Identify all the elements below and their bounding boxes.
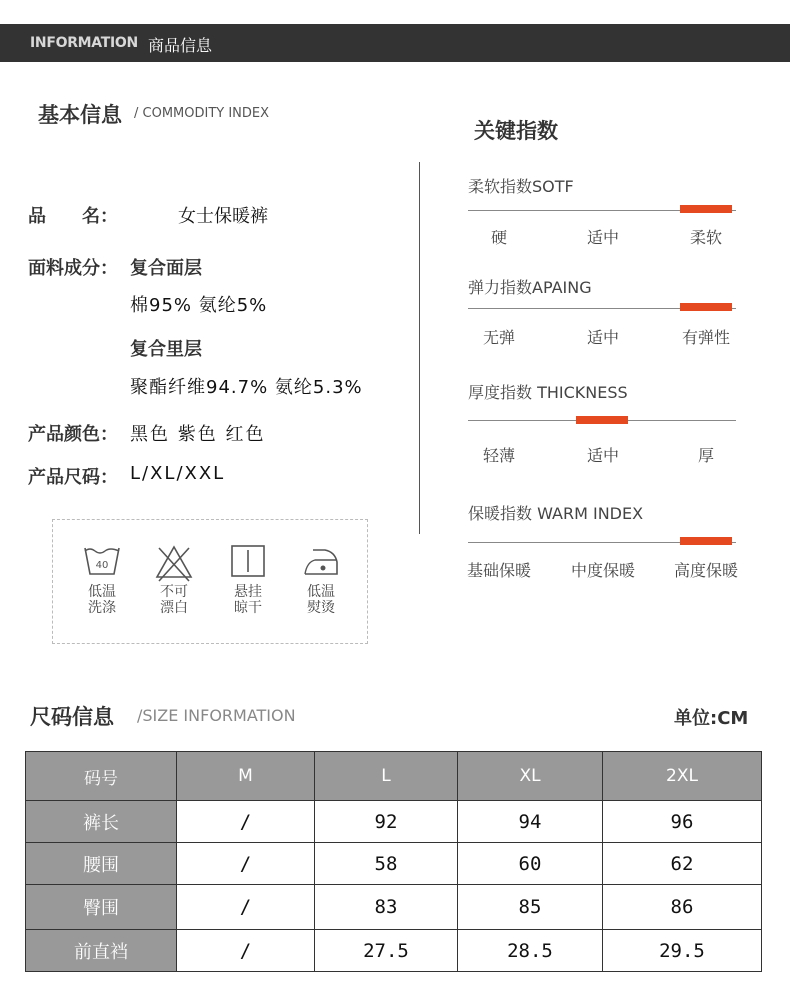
thickness-label-low: 轻薄 [482,446,515,465]
warmth-label-mid: 中度保暖 [570,561,635,580]
softness-label-mid: 适中 [586,228,619,247]
softness-label-low: 硬 [490,228,507,247]
table-cell: 94 [458,801,603,843]
elasticity-level-bar [680,303,732,311]
table-cell: / [177,843,315,885]
header-title-cn: 商品信息 [148,36,213,55]
size-info-title: 尺码信息 [30,705,114,729]
size-table [25,751,762,972]
elasticity-label-high: 有弹性 [681,328,730,347]
col-header-m: M [177,752,315,801]
thickness-level-bar [576,416,628,424]
name-label: 品 名： [28,206,118,227]
care-iron-line1: 低温 [307,584,335,600]
softness-level-bar [680,205,732,213]
warmth-level-bar [680,537,732,545]
color-label: 产品颜色： [28,424,118,445]
warmth-index-title: 保暖指数 WARM INDEX [468,504,644,523]
header-bar [0,24,790,62]
table-cell: 62 [603,843,762,885]
fabric-inner-title: 复合里层 [130,339,202,360]
table-cell: / [177,801,315,843]
indices-title: 关键指数 [474,119,558,143]
basic-info-subtitle: / COMMODITY INDEX [134,106,270,121]
softness-index-title: 柔软指数SOTF [468,177,574,196]
basic-info-title: 基本信息 [38,103,122,127]
elasticity-label-mid: 适中 [586,328,619,347]
wash-40-icon [82,544,122,578]
wash-temp-badge: 40 [95,560,109,571]
care-item-bleach [149,544,199,616]
col-header-xl: XL [458,752,603,801]
table-row [26,885,762,930]
header-title-en: INFORMATION [30,35,138,51]
care-item-iron [296,544,346,616]
color-value: 黑色 紫色 红色 [130,424,266,445]
fabric-outer-title: 复合面层 [130,258,202,279]
hang-dry-icon [230,544,266,578]
row-label: 臀围 [26,885,177,930]
size-info-subtitle: /SIZE INFORMATION [137,706,296,725]
care-hang-line2: 晾干 [234,600,262,616]
fabric-inner-value: 聚酯纤维94.7% 氨纶5.3% [130,377,363,398]
table-cell: / [177,930,315,972]
table-cell: 29.5 [603,930,762,972]
thickness-label-mid: 适中 [586,446,619,465]
size-table-header [26,752,762,801]
care-iron-line2: 熨烫 [307,600,335,616]
col-header-2xl: 2XL [603,752,762,801]
care-hang-line1: 悬挂 [234,584,262,600]
no-bleach-icon [154,544,194,582]
table-row [26,930,762,972]
care-instructions [52,519,368,644]
care-bleach-line2: 漂白 [160,600,188,616]
elasticity-label-low: 无弹 [482,328,515,347]
care-bleach-line1: 不可 [160,584,188,600]
size-label: 产品尺码： [28,467,118,488]
row-label: 前直裆 [26,930,177,972]
row-label: 腰围 [26,843,177,885]
table-cell: 86 [603,885,762,930]
care-item-hang [223,544,273,616]
table-row [26,801,762,843]
col-header-size: 码号 [26,752,177,801]
care-wash-line1: 低温 [88,584,116,600]
table-cell: 58 [315,843,458,885]
elasticity-index-title: 弹力指数APAING [468,278,592,297]
table-cell: 27.5 [315,930,458,972]
care-wash-line2: 洗涤 [88,600,116,616]
row-label: 裤长 [26,801,177,843]
table-cell: 28.5 [458,930,603,972]
care-item-wash [77,544,127,616]
size-value: L/XL/XXL [130,463,226,484]
table-cell: / [177,885,315,930]
col-header-l: L [315,752,458,801]
warmth-label-high: 高度保暖 [673,561,738,580]
warmth-label-low: 基础保暖 [466,561,531,580]
size-unit: 单位:CM [674,708,749,729]
softness-label-high: 柔软 [689,228,722,247]
table-cell: 83 [315,885,458,930]
thickness-index-title: 厚度指数 THICKNESS [468,383,628,402]
table-cell: 85 [458,885,603,930]
table-row [26,843,762,885]
section-divider [419,162,420,534]
thickness-label-high: 厚 [697,446,714,465]
low-iron-icon [301,544,341,578]
table-cell: 60 [458,843,603,885]
fabric-label: 面料成分： [28,258,118,279]
table-cell: 96 [603,801,762,843]
table-cell: 92 [315,801,458,843]
fabric-outer-value: 棉95% 氨纶5% [130,295,268,316]
name-value: 女士保暖裤 [178,206,268,227]
